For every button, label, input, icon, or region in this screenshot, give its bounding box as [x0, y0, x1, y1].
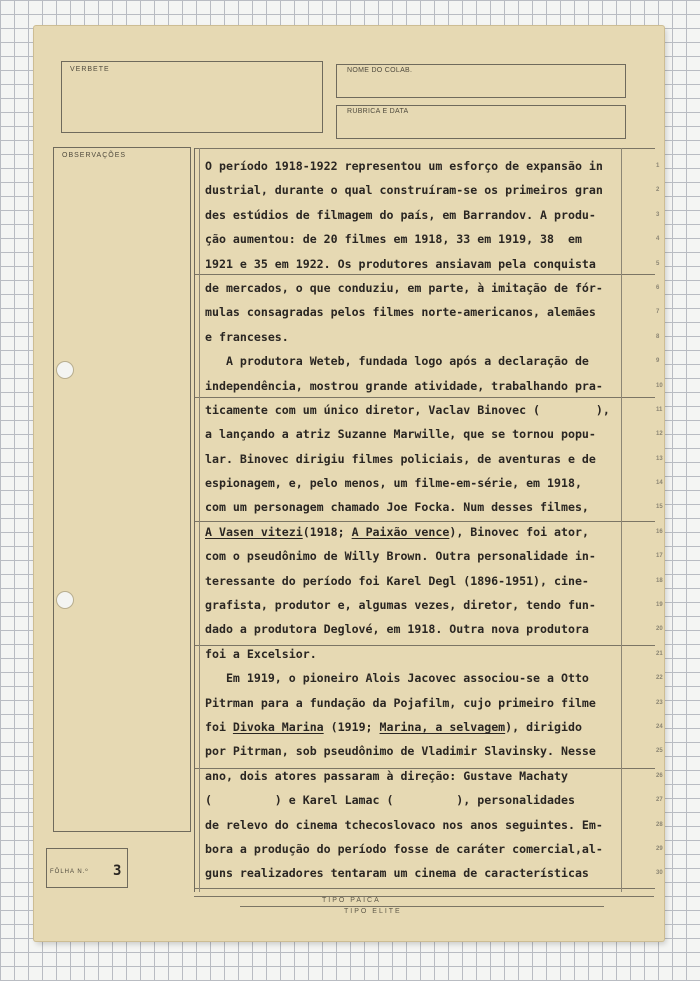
text-line — [205, 398, 663, 422]
text-segment: (1918; — [302, 524, 352, 539]
text-line — [205, 569, 663, 593]
text-segment: (1919; — [323, 719, 380, 734]
text-segment: com um personagem chamado Joe Focka. Num desses filmes, — [205, 500, 589, 515]
text-segment: de relevo do cinema tchecoslovaco nos anos seguintes. Em- — [205, 817, 603, 832]
line-number: 21 — [656, 650, 663, 657]
text-segment: teressante do período foi Karel Degl (1896-1951), cine- — [205, 573, 589, 588]
line-number: 16 — [656, 528, 663, 535]
text-segment: O período 1918-1922 representou um esforço de expansão in — [205, 159, 603, 173]
text-segment: e franceses. — [205, 329, 289, 344]
text-segment: espionagem, e, pelo menos, um filme-em-série, em 1918, — [205, 476, 582, 491]
text-segment: dustrial, durante o qual construíram-se os primeiros gran — [205, 183, 603, 198]
underlined-title: Marina, a selvagem — [379, 719, 506, 734]
line-number: 8 — [656, 333, 660, 340]
text-line — [205, 642, 663, 666]
text-segment: ( ) e Karel Lamac ( ), personalidades — [205, 793, 575, 808]
text-segment: Em 1919, o pioneiro Alois Jacovec associou-se a Otto — [205, 671, 589, 686]
text-line — [205, 471, 663, 495]
line-number: 9 — [656, 358, 660, 365]
text-lines — [205, 154, 663, 886]
line-number: 11 — [656, 406, 663, 413]
text-segment: independência, mostrou grande atividade, trabalhando pra- — [205, 378, 603, 393]
inner-margin-line — [199, 148, 200, 892]
text-segment: de 20 filmes em 1918, 33 em 1919, 38 em — [302, 232, 582, 247]
line-number: 29 — [656, 845, 663, 852]
line-number: 30 — [656, 870, 663, 877]
rule-line — [195, 888, 655, 889]
text-segment: com o pseudônimo de Willy Brown. Outra personalidade in- — [205, 549, 596, 564]
text-line — [205, 617, 663, 641]
text-segment: A produtora Weteb, fundada logo após a declaração de — [205, 354, 589, 369]
line-number: 18 — [656, 577, 663, 584]
footer-rule — [194, 896, 654, 897]
text-segment: des estúdios de filmagem do país, em Barrandov. A produ- — [205, 207, 596, 222]
line-number: 22 — [656, 675, 663, 682]
footer-tipo-paica: TIPO PAICA — [322, 897, 381, 904]
text-line — [205, 154, 660, 178]
folha-number: 3 — [113, 863, 122, 879]
text-line — [205, 300, 660, 324]
footer-rule-2 — [240, 906, 604, 907]
nome-colab-box — [336, 64, 626, 98]
line-number: 28 — [656, 821, 663, 828]
line-number: 27 — [656, 797, 663, 804]
observacoes-box — [53, 147, 191, 832]
text-segment: Pitrman para a fundação da Pojafilm, cujo primeiro filme — [205, 695, 596, 710]
verbete-box — [61, 61, 323, 133]
text-line — [205, 252, 660, 276]
line-number: 5 — [656, 260, 660, 267]
text-line — [205, 520, 663, 544]
text-line — [205, 227, 660, 251]
text-segment: lar. Binovec dirigiu filmes policiais, de aventuras e de — [205, 451, 596, 466]
text-line — [205, 422, 663, 446]
line-number: 3 — [656, 211, 660, 218]
text-line — [205, 325, 660, 349]
text-segment: bora a produção do período fosse de caráter comercial,al- — [205, 841, 603, 856]
text-segment: a lançando a atriz Suzanne Marwille, que se tornou popu- — [205, 427, 596, 442]
text-segment: ), Binovec foi ator, — [449, 524, 589, 539]
text-segment: por Pitrman, sob pseudônimo de Vladimir Slavinsky. Nesse — [205, 744, 596, 759]
text-segment: foi — [205, 719, 233, 734]
text-line — [205, 715, 663, 739]
folha-label: FÔLHA N.º — [50, 869, 89, 875]
text-line — [205, 837, 663, 861]
text-line — [205, 691, 663, 715]
text-segment: ), dirigido — [505, 719, 582, 734]
punch-hole-top — [56, 361, 74, 379]
underlined-title: Divoka Marina — [232, 719, 324, 734]
line-number: 20 — [656, 626, 663, 633]
verbete-label: VERBETE — [70, 66, 110, 73]
line-number: 4 — [656, 236, 660, 243]
line-number: 7 — [656, 309, 660, 316]
line-number: 24 — [656, 723, 663, 730]
text-segment: 1921 e 35 em 1922. Os produtores ansiavam pela conquista — [205, 256, 596, 271]
document-sheet — [34, 26, 664, 941]
text-line — [205, 813, 663, 837]
line-number: 14 — [656, 480, 663, 487]
footer-tipo-elite: TIPO ELITE — [344, 908, 402, 915]
text-segment: ano, dois atores passaram à direção: Gustave Machaty — [205, 768, 568, 783]
text-line — [205, 203, 660, 227]
text-line — [205, 861, 663, 885]
text-segment: mulas consagradas pelos filmes norte-americanos, alemães — [205, 305, 596, 320]
text-segment: foi a Excelsior. — [205, 646, 317, 661]
text-line — [205, 764, 663, 788]
text-line — [205, 374, 663, 398]
rubrica-label: RUBRICA E DATA — [347, 108, 409, 115]
rule-line — [195, 148, 655, 149]
rubrica-box — [336, 105, 626, 139]
text-line — [205, 593, 663, 617]
text-line — [205, 276, 660, 300]
text-line — [205, 544, 663, 568]
line-number: 17 — [656, 553, 663, 560]
text-segment: grafista, produtor e, algumas vezes, diretor, tendo fun- — [205, 598, 596, 613]
line-number: 13 — [656, 455, 663, 462]
text-segment: dado a produtora Deglové, em 1918. Outra nova produtora — [205, 622, 589, 637]
text-segment: ticamente com um único diretor, Vaclav Binovec ( ), — [205, 402, 610, 417]
line-number: 6 — [656, 284, 660, 291]
text-line — [205, 495, 663, 519]
line-number: 25 — [656, 748, 663, 755]
typewritten-text-area — [194, 148, 663, 892]
nome-colab-label: NOME DO COLAB. — [347, 67, 413, 74]
text-line — [205, 178, 660, 202]
text-line — [205, 739, 663, 763]
text-segment: de mercados, o que conduziu, em parte, à imitação de fór- — [205, 280, 603, 295]
line-number: 2 — [656, 187, 660, 194]
line-number: 26 — [656, 772, 663, 779]
observacoes-label: OBSERVAÇÕES — [62, 152, 127, 159]
text-line — [205, 666, 663, 690]
line-number: 12 — [656, 431, 663, 438]
text-line — [205, 788, 663, 812]
punch-hole-bottom — [56, 591, 74, 609]
line-number: 23 — [656, 699, 663, 706]
line-number: 10 — [656, 382, 663, 389]
text-segment: guns realizadores tentaram um cinema de características — [205, 866, 589, 881]
line-number: 15 — [656, 504, 663, 511]
folha-box — [46, 848, 128, 888]
text-line — [205, 447, 663, 471]
line-number: 1 — [656, 163, 660, 169]
underlined-title: A Paixão vence — [351, 524, 450, 539]
text-line — [205, 349, 660, 373]
underlined-title: A Vasen vitezi — [205, 524, 303, 539]
line-number: 19 — [656, 602, 663, 609]
text-segment: ção aumentou: — [205, 232, 303, 247]
